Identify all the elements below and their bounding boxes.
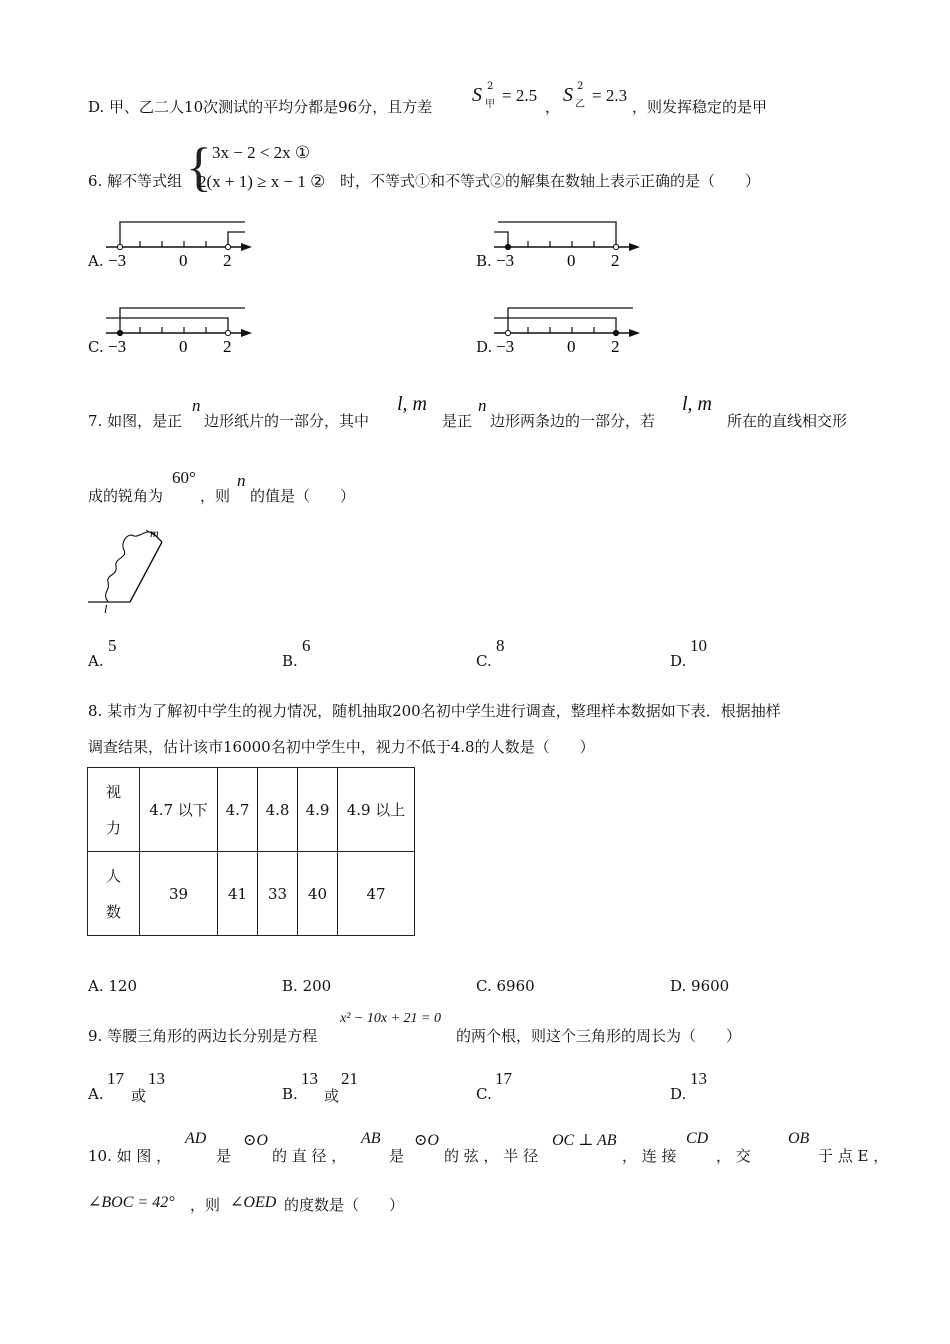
q10-text-1: 10. 如 图 ， (88, 1147, 172, 1165)
table-header-cell: 4.7 (218, 768, 258, 852)
q10-text-4: 是 (389, 1147, 405, 1165)
tick-label: 2 (611, 251, 620, 270)
q9-option-a-or: 或 (131, 1087, 147, 1105)
circle-o: ⊙O (243, 1132, 268, 1149)
q7-option-b-value: 6 (302, 636, 311, 655)
label-m: m (150, 526, 159, 540)
q9-option-b-or: 或 (324, 1087, 340, 1105)
q7-option-b-label: B. (282, 652, 298, 670)
circle-o: ⊙O (414, 1132, 439, 1149)
table-cell: 33 (258, 852, 298, 936)
tick-label: −3 (496, 337, 515, 356)
angle-60: 60° (172, 468, 196, 487)
tick-label: 0 (567, 337, 576, 356)
table-cell: 39 (140, 852, 218, 936)
q9-option-d-label: D. (670, 1085, 687, 1103)
q9-option-c-label: C. (476, 1085, 492, 1103)
q10-text-10: 的度数是（ ） (284, 1196, 405, 1214)
variance-yi-symbol: S (563, 84, 573, 106)
q10-text-6: ， 连 接 (622, 1147, 677, 1165)
row-head-count: 人 数 (88, 852, 140, 936)
q5d-conclusion: ，则发挥稳定的是甲 (632, 98, 768, 116)
q9-option-c-v1: 17 (495, 1069, 512, 1088)
tick-label: −3 (108, 251, 127, 270)
number-line-d (488, 300, 648, 360)
q8-stem-line-2: 调查结果，估计该市16000名初中学生中，视力不低于4.8的人数是（ ） (88, 738, 595, 756)
q7-option-c-label: C. (476, 652, 492, 670)
q8-option-a: A. 120 (88, 977, 138, 995)
q7-option-a-value: 5 (108, 636, 117, 655)
variance-yi-value: = 2.3 (592, 86, 628, 105)
table-row (88, 768, 415, 852)
table-row (88, 852, 415, 936)
comma: ， (545, 98, 561, 116)
tick-label: −3 (108, 337, 127, 356)
q7-text-8: 的值是（ ） (250, 487, 356, 505)
table-header-cell: 4.9 (298, 768, 338, 852)
table-cell: 41 (218, 852, 258, 936)
q8-option-d: D. 9600 (670, 977, 730, 995)
tick-label: 0 (179, 251, 188, 270)
q9-option-a-v2: 13 (148, 1069, 165, 1088)
q9-option-a-v1: 17 (107, 1069, 124, 1088)
segment-ad: AD (185, 1130, 207, 1147)
variance-yi-sub: 乙 (575, 99, 585, 110)
q10-text-2: 是 (216, 1147, 232, 1165)
system-brace: { (186, 137, 212, 197)
q7-text-7: ，则 (200, 487, 231, 505)
q9-option-a-label: A. (88, 1085, 104, 1103)
q7-option-c-value: 8 (496, 636, 505, 655)
q7-text-2: 边形纸片的一部分，其中 (204, 412, 370, 430)
inequality-1: 3x − 2 < 2x ① (212, 143, 311, 162)
q7-text-6: 成的锐角为 (88, 487, 164, 505)
q6-stem-prefix: 6. 解不等式组 (88, 172, 183, 190)
variance-jia-symbol: S (472, 84, 482, 106)
label-l: l (104, 602, 108, 614)
table-header-cell: 4.9 以上 (338, 768, 415, 852)
var-n: n (478, 396, 487, 415)
segment-cd: CD (686, 1130, 709, 1147)
tick-label: −3 (496, 251, 515, 270)
q8-option-c: C. 6960 (476, 977, 535, 995)
number-line-a (100, 214, 260, 274)
variance-jia-sub: 甲 (485, 99, 495, 110)
tick-label: 2 (223, 337, 232, 356)
inequality-2: 2(x + 1) ≥ x − 1 ② (198, 172, 326, 191)
q6-option-c-label: C. (88, 338, 104, 356)
q6-option-d-label: D. (476, 338, 493, 356)
var-n: n (192, 396, 201, 415)
q10-text-7: ， 交 (716, 1147, 751, 1165)
row-head-vision: 视 力 (88, 768, 140, 852)
q10-text-5: 的 弦 ， 半 径 (444, 1147, 539, 1165)
table-header-cell: 4.7 以下 (140, 768, 218, 852)
angle-boc: ∠BOC = 42° (88, 1194, 175, 1211)
q9-option-b-label: B. (282, 1085, 298, 1103)
q9-stem-prefix: 9. 等腰三角形的两边长分别是方程 (88, 1027, 318, 1045)
q8-stem-line-1: 8. 某市为了解初中学生的视力情况，随机抽取200名初中学生进行调查，整理样本数据如下表．根据抽样 (88, 702, 781, 720)
number-line-b (488, 214, 648, 274)
tick-label: 0 (567, 251, 576, 270)
table-cell: 40 (298, 852, 338, 936)
table-header-cell: 4.8 (258, 768, 298, 852)
q7-text-1: 7. 如图，是正 (88, 412, 183, 430)
q7-option-d-value: 10 (690, 636, 707, 655)
q8-option-b: B. 200 (282, 977, 332, 995)
tick-label: 2 (223, 251, 232, 270)
vision-data-table (87, 767, 415, 936)
quadratic-equation: x² − 10x + 21 = 0 (340, 1011, 441, 1026)
q9-option-b-v1: 13 (301, 1069, 318, 1088)
q6-option-a-label: A. (88, 252, 104, 270)
q9-stem-suffix: 的两个根，则这个三角形的周长为（ ） (456, 1027, 742, 1045)
segment-ab: AB (361, 1130, 381, 1147)
number-line-c (100, 300, 260, 360)
q7-option-d-label: D. (670, 652, 687, 670)
tick-label: 2 (611, 337, 620, 356)
polygon-paper-figure (84, 522, 184, 614)
table-cell: 47 (338, 852, 415, 936)
q6-option-b-label: B. (476, 252, 492, 270)
q9-option-d-v1: 13 (690, 1069, 707, 1088)
segment-ob: OB (788, 1130, 810, 1147)
var-n: n (237, 471, 246, 490)
variance-jia-sup: 2 (487, 81, 494, 92)
q10-text-9: ，则 (190, 1196, 221, 1214)
tick-label: 0 (179, 337, 188, 356)
perpendicular-oc-ab: OC ⊥ AB (552, 1132, 617, 1149)
variance-yi-sup: 2 (577, 81, 584, 92)
q7-text-4: 边形两条边的一部分，若 (490, 412, 656, 430)
q5-option-d: D. 甲、乙二人10次测试的平均分都是96分，且方差 (88, 98, 433, 116)
q7-text-5: 所在的直线相交形 (727, 412, 848, 430)
q10-text-8: 于 点 E ， (818, 1147, 889, 1165)
var-lm: l, m (682, 393, 712, 415)
angle-oed: ∠OED (230, 1194, 277, 1211)
q6-stem-suffix: 时，不等式①和不等式②的解集在数轴上表示正确的是（ ） (340, 172, 761, 190)
var-lm: l, m (397, 393, 427, 415)
q7-option-a-label: A. (88, 652, 104, 670)
variance-jia-value: = 2.5 (502, 86, 538, 105)
q10-text-3: 的 直 径 ， (272, 1147, 347, 1165)
q7-text-3: 是正 (442, 412, 473, 430)
q9-option-b-v2: 21 (341, 1069, 358, 1088)
